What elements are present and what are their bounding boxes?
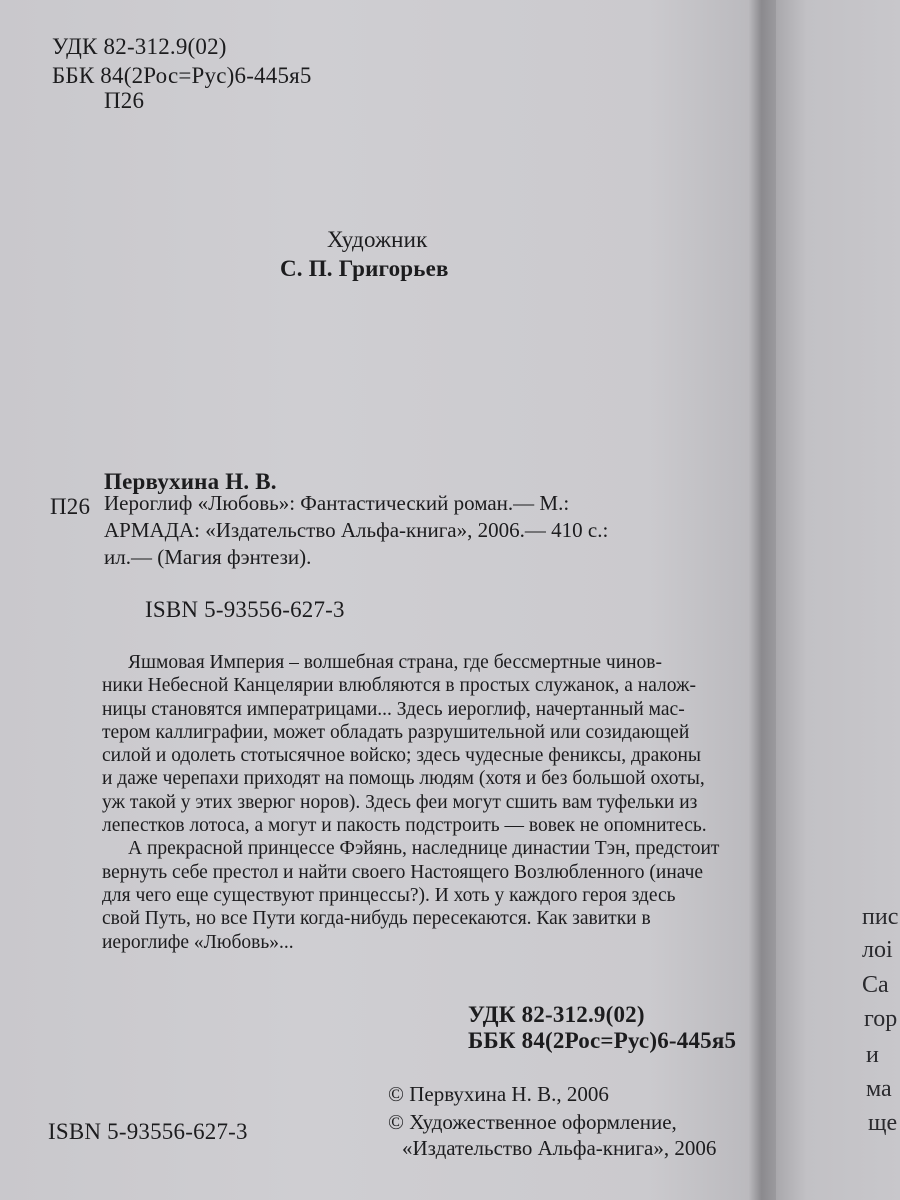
author-name: Первухина Н. В. (104, 469, 277, 494)
next-page-fragment: лоі (862, 937, 893, 963)
copyright-design: © Художественное оформление, (388, 1110, 677, 1134)
bib-line: ил.— (Магия фэнтези). (104, 545, 312, 569)
annotation-line: тером каллиграфии, может обладать разрушительной или созидающей (102, 721, 690, 743)
next-page-fragment: гор (864, 1006, 898, 1032)
annotation-line: силой и одолеть стотысячное войско; здесь чудесные фениксы, драконы (102, 745, 702, 767)
bib-author-mark: П26 (50, 494, 91, 519)
annotation-line: А прекрасной принцессе Фэйянь, наследнице династии Тэн, предстоит (128, 838, 720, 860)
next-page-fragment: ма (866, 1076, 892, 1102)
next-page-fragment: Са (862, 972, 889, 998)
annotation-line: и даже черепахи приходят на помощь людям (хотя и без большой охоты, (102, 768, 705, 790)
author-mark: П26 (104, 88, 145, 113)
bib-isbn: ISBN 5-93556-627-3 (145, 597, 345, 622)
annotation-line: свой Путь, но все Пути когда-нибудь пересекаются. Как завитки в (102, 908, 651, 930)
annotation-line: Яшмовая Империя – волшебная страна, где бессмертные чинов- (128, 652, 663, 673)
bbk-code: ББК 84(2Рос=Рус)6-445я5 (52, 63, 312, 88)
footer-isbn: ISBN 5-93556-627-3 (48, 1119, 248, 1144)
bib-line: АРМАДА: «Издательство Альфа-книга», 2006.— 410 с.: (104, 518, 609, 542)
annotation-line: ницы становятся императрицами... Здесь иероглиф, начертанный мас- (102, 698, 685, 720)
annotation-line: для чего еще существуют принцессы?). И хоть у каждого героя здесь (102, 884, 676, 906)
illustrator-role: Художник (327, 227, 428, 252)
bottom-bbk: ББК 84(2Рос=Рус)6-445я5 (468, 1028, 737, 1053)
annotation-line: иероглифе «Любовь»... (102, 931, 294, 953)
book-gutter (748, 0, 778, 1200)
bib-description (104, 490, 608, 571)
next-page-fragment: ще (868, 1110, 898, 1136)
udk-code: УДК 82-312.9(02) (52, 34, 227, 59)
annotation-line: вернуть себе престол и найти своего Настоящего Возлюбленного (иначе (102, 861, 704, 883)
annotation (102, 651, 719, 954)
copyright-publisher: «Издательство Альфа-книга», 2006 (402, 1136, 717, 1160)
bib-line: Иероглиф «Любовь»: Фантастический роман.— М.: (104, 491, 570, 515)
bottom-udk: УДК 82-312.9(02) (468, 1002, 645, 1027)
illustrator-name: С. П. Григорьев (280, 256, 449, 281)
annotation-line: уж такой у этих зверюг норов). Здесь феи могут сшить вам туфельки из (102, 791, 698, 813)
next-page-fragment: пис (862, 904, 899, 930)
annotation-line: лепестков лотоса, а могут и пакость подстроить — вовек не опомнитесь. (102, 815, 707, 837)
copyright-author: © Первухина Н. В., 2006 (388, 1082, 609, 1106)
annotation-line: ники Небесной Канцелярии влюбляются в простых служанок, а налож- (102, 675, 697, 697)
next-page-fragment: и (866, 1042, 879, 1068)
